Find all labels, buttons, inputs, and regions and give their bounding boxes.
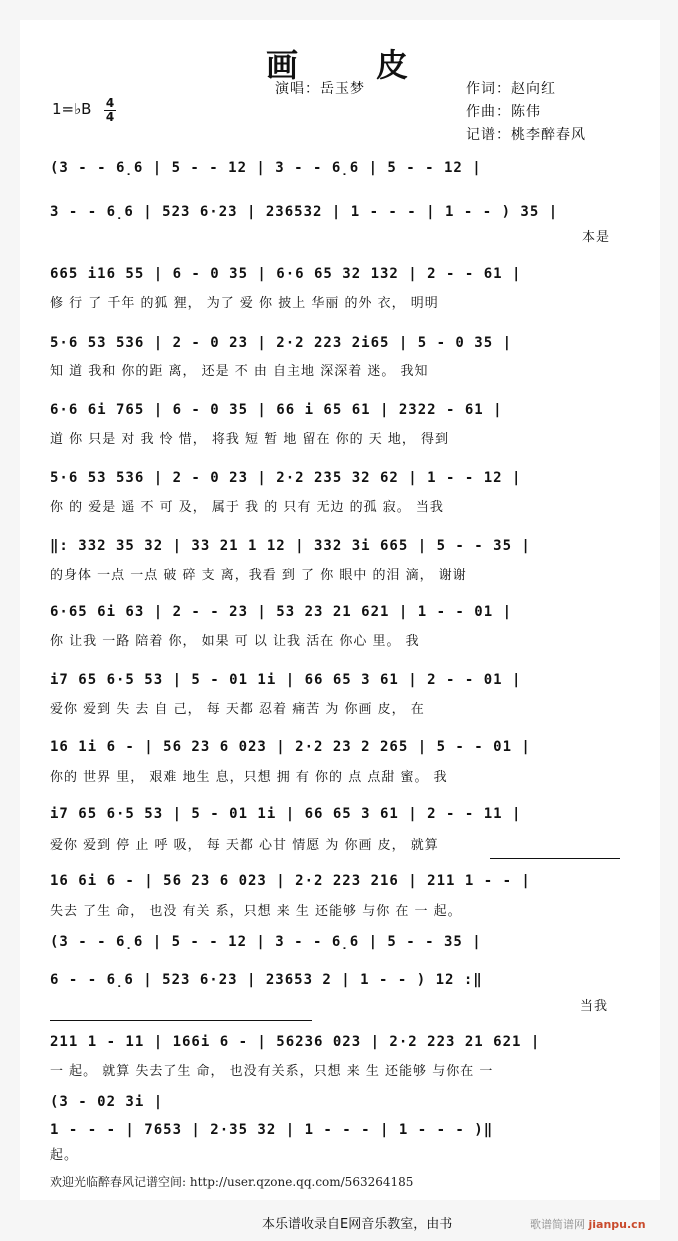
lyric-row-15: 一 起。 就算 失去了生 命， 也没有关系，只想 来 生 还能够 与你在 一 bbox=[50, 1064, 494, 1079]
notation-row-6: 5·6 53 536 | 2 - 0 23 | 2·2 235 32 62 | 1 - - 12 | bbox=[50, 470, 522, 486]
notation-row-2: 3 - - 6̣6 | 523 6·23 | 236532 | 1 - - - | 1 - - ) 35 | bbox=[50, 204, 559, 220]
lyric-row-7: 的身体 一点 一点 破 碎 支 离，我看 到 了 你 眼中 的泪 滴， 谢谢 bbox=[50, 568, 467, 583]
site-watermark bbox=[530, 1216, 646, 1232]
volta-bracket-1 bbox=[490, 858, 620, 859]
title-char-1: 画 bbox=[266, 46, 301, 84]
watermark-text: 歌谱简谱网 bbox=[530, 1218, 585, 1231]
notation-row-9: i7 65 6·5 53 | 5 - 01 1i | 66 65 3 61 | 2 - - 01 | bbox=[50, 672, 522, 688]
time-signature bbox=[104, 97, 116, 124]
key-signature: 1=♭B bbox=[52, 100, 92, 118]
notation-row-17: 1 - - - | 7653 | 2·35 32 | 1 - - - | 1 - - - )‖ bbox=[50, 1122, 494, 1138]
lyric-row-9: 爱你 爱到 失 去 自 己， 每 天都 忍着 痛苦 为 你画 皮， 在 bbox=[50, 702, 425, 717]
visit-note: 欢迎光临醉春风记谱空间: http://user.qzone.qq.com/563264185 bbox=[50, 1175, 414, 1189]
notation-row-1: (3 - - 6̣6 | 5 - - 12 | 3 - - 6̣6 | 5 - - 12 | bbox=[50, 160, 482, 176]
notation-row-13: (3 - - 6̣6 | 5 - - 12 | 3 - - 6̣6 | 5 - - 35 | bbox=[50, 934, 482, 950]
notation-row-14: 6 - - 6̣6 | 523 6·23 | 23653 2 | 1 - - ) 12 :‖ bbox=[50, 972, 483, 988]
notation-row-11: i7 65 6·5 53 | 5 - 01 1i | 66 65 3 61 | 2 - - 11 | bbox=[50, 806, 522, 822]
notation-row-4: 5·6 53 536 | 2 - 0 23 | 2·2 223 2i65 | 5 - 0 35 | bbox=[50, 335, 513, 351]
time-sig-top: 4 bbox=[105, 96, 115, 110]
source-note: 本乐谱收录自E网音乐教室，由书 bbox=[262, 1217, 453, 1232]
lyric-row-3: 修 行 了 千年 的狐 狸， 为了 爱 你 披上 华丽 的外 衣， 明明 bbox=[50, 296, 439, 311]
lyricist-credit: 作词：赵向红 bbox=[466, 81, 556, 97]
notation-row-12: 16 6i 6 - | 56 23 6 023 | 2·2 223 216 | 211 1 - - | bbox=[50, 873, 531, 889]
lyric-row-10: 你的 世界 里， 艰难 地生 息，只想 拥 有 你的 点 点甜 蜜。 我 bbox=[50, 770, 448, 785]
transcriber-credit: 记谱：桃李醉春风 bbox=[466, 127, 586, 143]
notation-row-10: 16 1i 6 - | 56 23 6 023 | 2·2 23 2 265 | 5 - - 01 | bbox=[50, 739, 531, 755]
lyric-row-14: 当我 bbox=[580, 999, 609, 1014]
time-sig-bottom: 4 bbox=[105, 110, 115, 124]
lyric-row-11: 爱你 爱到 停 止 呼 吸， 每 天都 心甘 情愿 为 你画 皮， 就算 bbox=[50, 838, 439, 853]
notation-row-7: ‖: 332 35 32 | 33 21 1 12 | 332 3i 665 | 5 - - 35 | bbox=[50, 538, 531, 554]
volta-bracket-2 bbox=[50, 1020, 312, 1021]
notation-row-8: 6·65 6i 63 | 2 - - 23 | 53 23 21 621 | 1 - - 01 | bbox=[50, 604, 513, 620]
notation-row-15: 211 1 - 11 | 166i 6 - | 56236 023 | 2·2 223 21 621 | bbox=[50, 1034, 541, 1050]
title-char-2: 皮 bbox=[376, 46, 411, 84]
lyric-row-4: 知 道 我和 你的距 离， 还是 不 由 自主地 深深着 迷。 我知 bbox=[50, 364, 429, 379]
notation-row-3: 665 i16 55 | 6 - 0 35 | 6·6 65 32 132 | 2 - - 61 | bbox=[50, 266, 522, 282]
lyric-row-12: 失去 了生 命， 也没 有关 系，只想 来 生 还能够 与你 在 一 起。 bbox=[50, 904, 462, 919]
lyric-row-6: 你 的 爱是 遥 不 可 及， 属于 我 的 只有 无边 的孤 寂。 当我 bbox=[50, 500, 444, 515]
watermark-url: jianpu.cn bbox=[588, 1218, 646, 1231]
notation-row-16: (3 - 02 3i | bbox=[50, 1094, 164, 1110]
notation-row-5: 6·6 6i 765 | 6 - 0 35 | 66 i 65 61 | 2322 - 61 | bbox=[50, 402, 503, 418]
singer-credit: 演唱：岳玉梦 bbox=[275, 81, 365, 97]
lyric-row-5: 道 你 只是 对 我 怜 惜， 将我 短 暂 地 留在 你的 天 地， 得到 bbox=[50, 432, 449, 447]
lyric-row-17: 起。 bbox=[50, 1148, 79, 1163]
composer-credit: 作曲：陈伟 bbox=[466, 104, 541, 120]
lyric-row-2: 本是 bbox=[582, 230, 611, 245]
lyric-row-8: 你 让我 一路 陪着 你， 如果 可 以 让我 活在 你心 里。 我 bbox=[50, 634, 420, 649]
